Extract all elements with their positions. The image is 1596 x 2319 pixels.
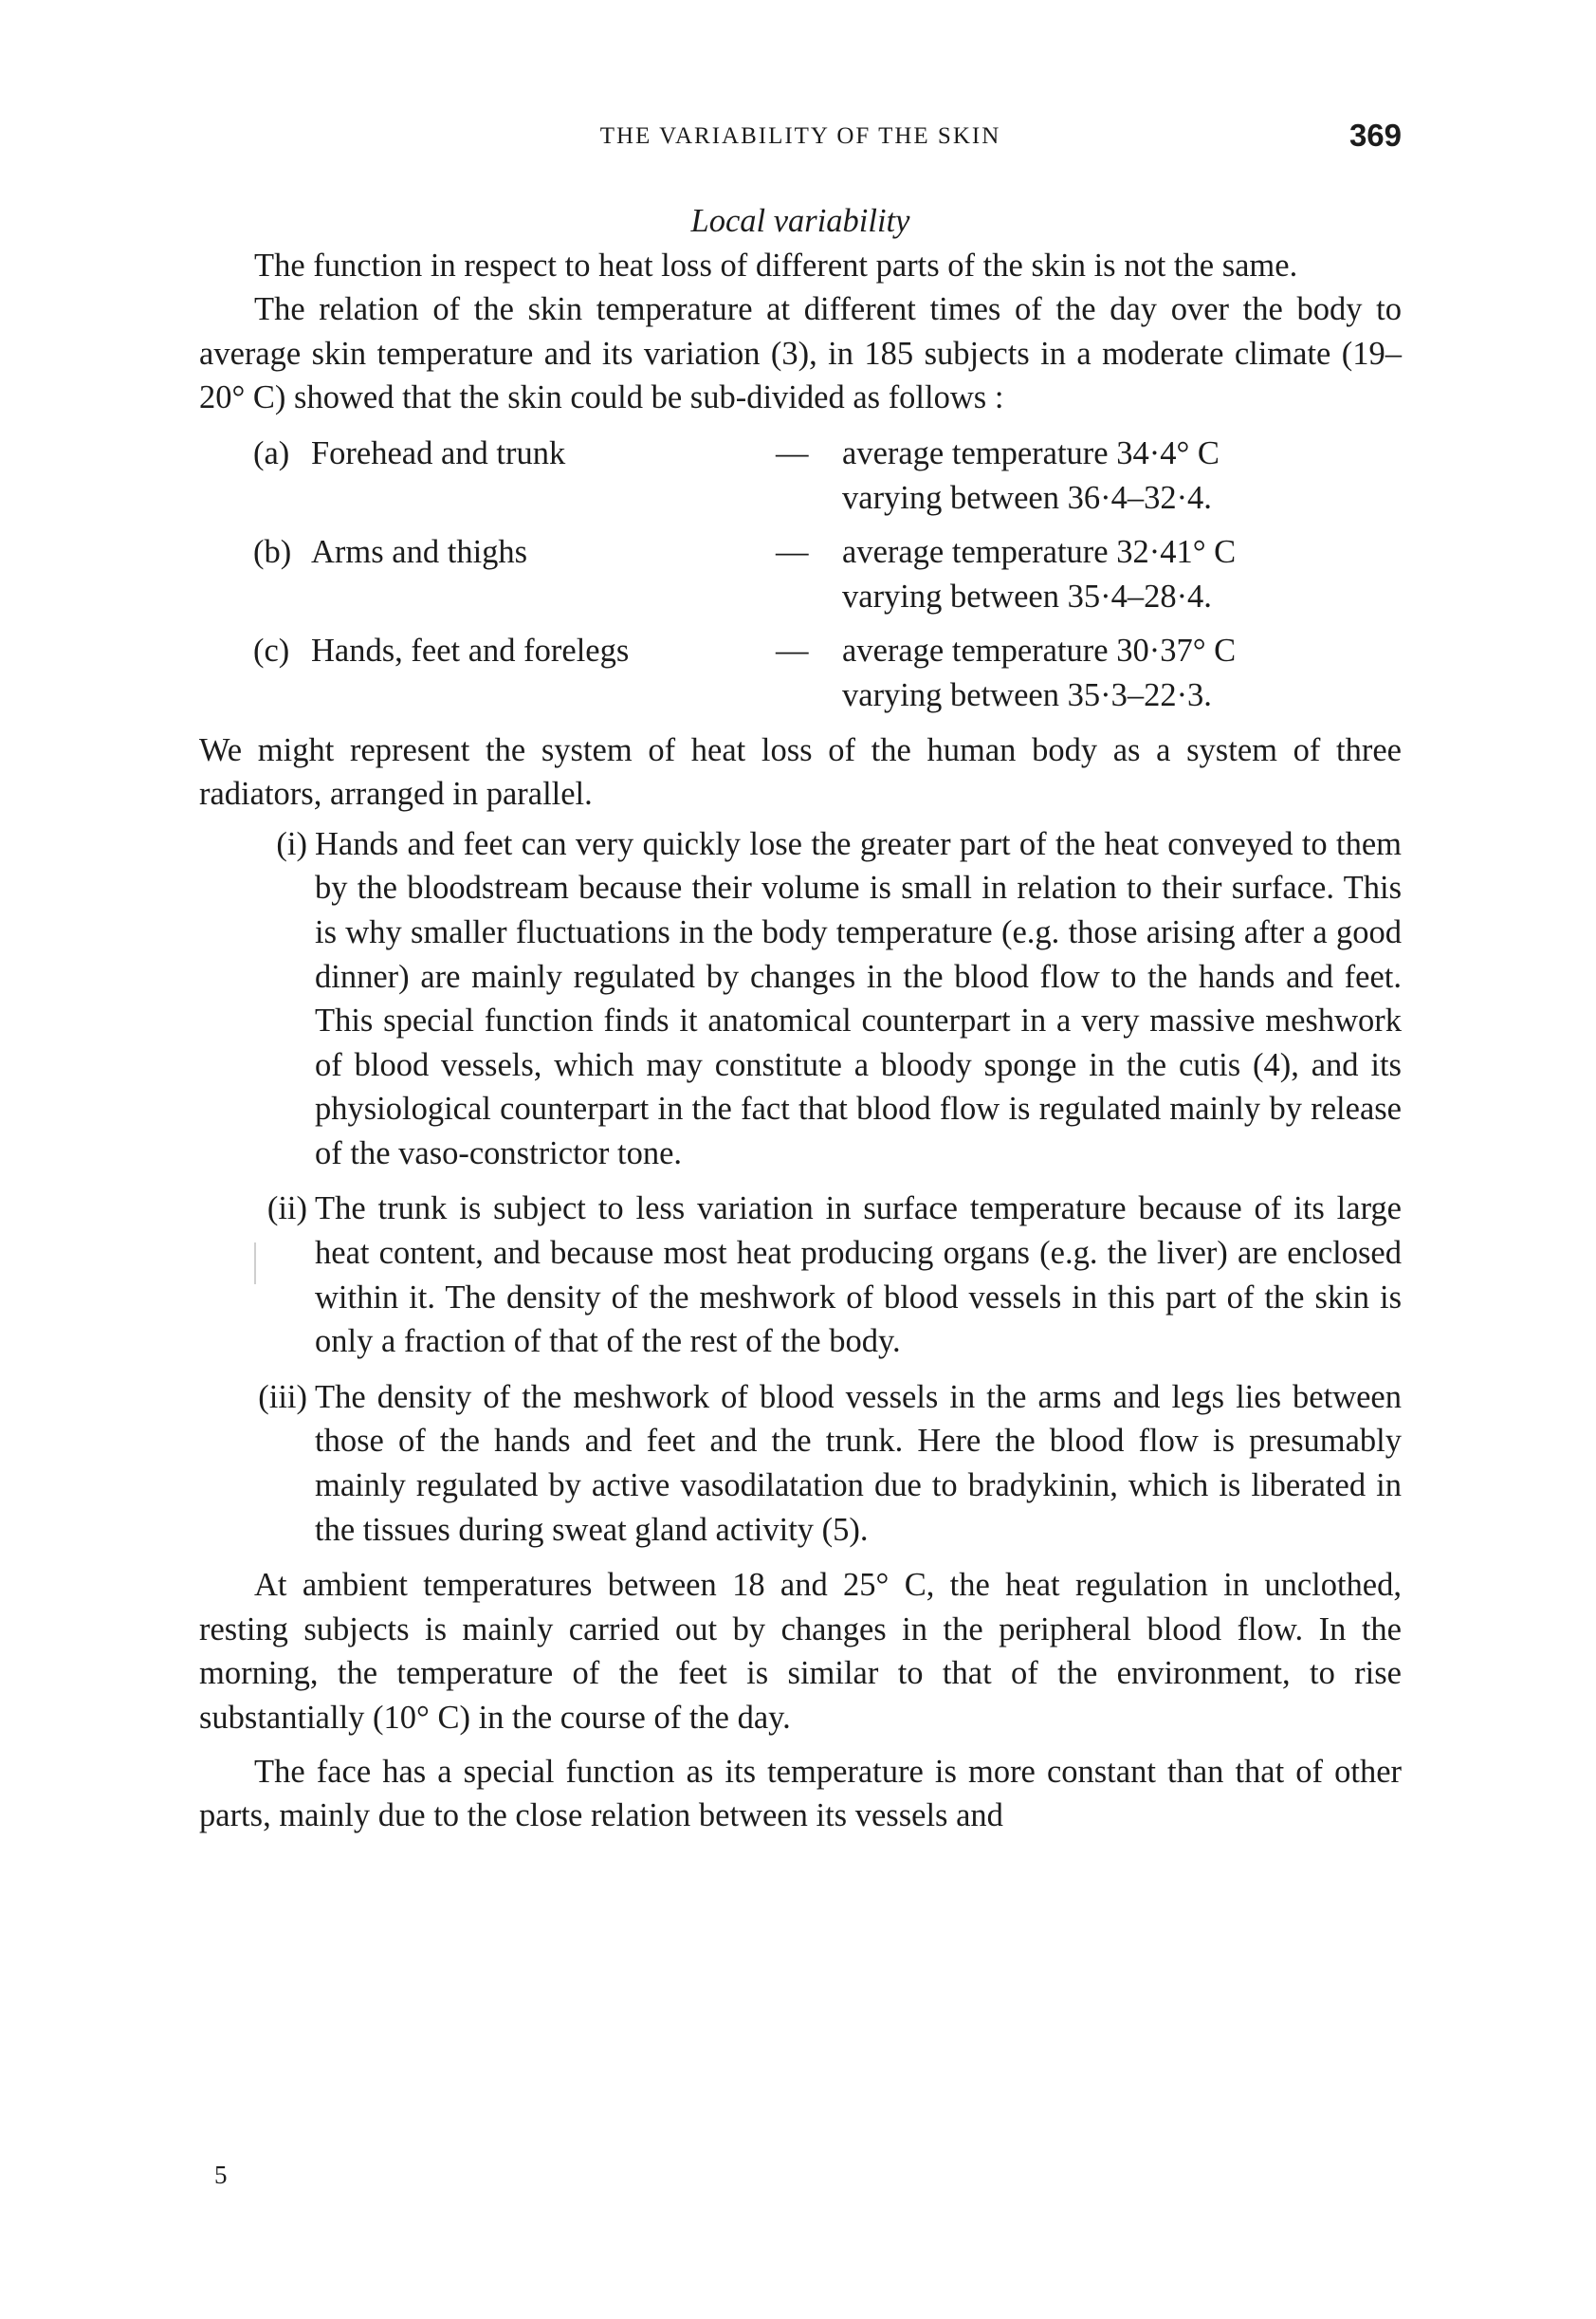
category-label: (b) [253,534,292,571]
numbered-text: Hands and feet can very quickly lose the greater part of the heat conveyed to them by the bloodstream because their volume is small in relation to their surface. This is why smaller fluctuations in the body temperature (e.g. those arising after a good dinner) are mainly regulated by changes in the blood flow to the hands and feet. This special function finds it anatomical counterpart in a very massive meshwork of blood vessels, which may constitute a bloody sponge in the cutis (4), and its physiological counterpart in the fact that blood flow is regulated mainly by release of the vaso-constrictor tone. [315,825,1402,1171]
paragraph-closing-1: At ambient temperatures between 18 and 25° C, the heat regulation in unclothed, resting subjects is mainly carried out by changes in the peripheral blood flow. In the morning, the temperature of the feet is similar to that of the environment, to rise substantially (10° C) in the course of the day. [199,1567,1402,1736]
numbered-item [199,1375,1402,1552]
category-item [199,432,1402,520]
page-number: 369 [1348,118,1402,153]
body-text [199,199,1402,1838]
paragraph-intro-1: The function in respect to heat loss of different parts of the skin is not the same. [254,247,1298,284]
category-region: Forehead and trunk [311,434,566,471]
paragraph-intro-2: The relation of the skin temperature at different times of the day over the body to average skin temperature and its variation (3), in 185 subjects in a moderate climate (19–20° C) showed that the skin could be sub-divided as follows : [199,291,1402,416]
category-average: average temperature 32·41° C [842,534,1237,571]
section-heading: Local variability [690,203,910,239]
category-region: Arms and thighs [311,534,528,571]
category-dash: — [776,534,809,571]
running-head [199,118,1402,157]
category-range: varying between 35·4–28·4. [842,578,1212,615]
category-values [842,629,1402,717]
running-title: THE VARIABILITY OF THE SKIN [599,123,1001,149]
category-label: (a) [253,434,290,471]
category-label: (c) [253,633,290,670]
numbered-text: The density of the meshwork of blood vessels in the arms and legs lies between those of the hands and feet and the trunk. Here the blood flow is presumably mainly regulated by active vasodilatation due to bradykinin, which is liberated in the tissues during sweat gland activity (5). [315,1378,1402,1548]
numbered-label: (i) [276,825,307,862]
category-dash: — [776,434,809,471]
numbered-text: The trunk is subject to less variation in surface temperature because of its large heat content, and because most heat producing organs (e.g. the liver) are enclosed within it. The density of the meshwork of blood vessels in this part of the skin is only a fraction of that of the rest of the body. [315,1190,1402,1360]
category-range: varying between 35·3–22·3. [842,676,1212,713]
paragraph-closing-2: The face has a special function as its temperature is more constant than that of other parts, mainly due to the close relation between its vessels and [199,1753,1402,1834]
category-range: varying between 36·4–32·4. [842,479,1212,516]
paragraph-radiators: We might represent the system of heat loss of the human body as a system of three radiators, arranged in parallel. [199,731,1402,813]
numbered-label: (ii) [266,1190,307,1227]
category-average: average temperature 34·4° C [842,434,1220,471]
category-average: average temperature 30·37° C [842,633,1237,670]
numbered-list [199,822,1402,1553]
signature-mark: 5 [214,2161,228,2189]
category-item [199,530,1402,618]
numbered-label: (iii) [258,1378,307,1415]
category-values [842,432,1402,520]
numbered-item [199,1187,1402,1363]
category-dash: — [776,633,809,670]
category-list [199,432,1402,718]
numbered-item [199,822,1402,1176]
category-region: Hands, feet and forelegs [311,633,630,670]
category-item [199,629,1402,717]
category-values [842,530,1402,618]
